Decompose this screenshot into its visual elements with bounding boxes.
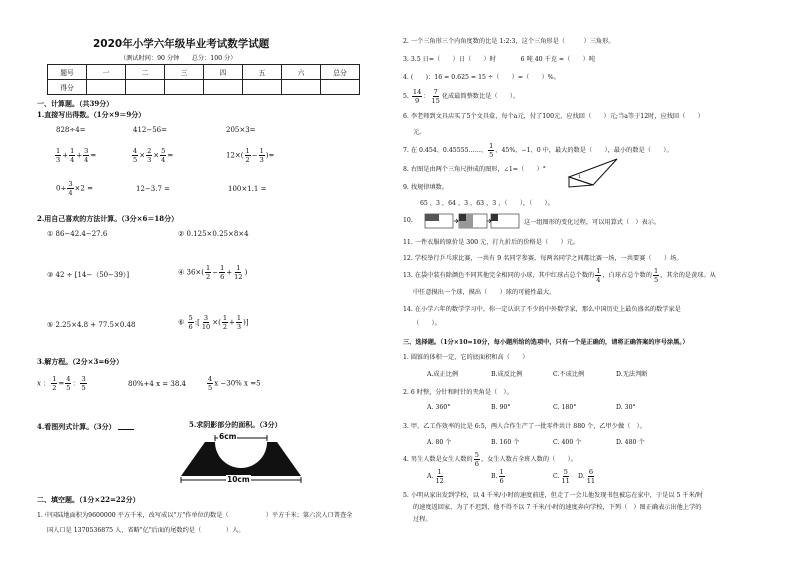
q2-item: ⑥ $\frac{5}{6}$ :[ $\frac{3}{10}$ ×( $\frac{1}{2}$ + $\frac{1}{3}$ )] [178,314,249,331]
svg-text:1: 1 [578,174,582,180]
q1-fraction-item: $\frac{1}{3}$ + $\frac{1}{4}$ + $\frac{3}{4}$ = [56,147,97,164]
choice-question-5-cont: 过程。 [413,516,432,523]
score-cell[interactable] [282,80,321,95]
fill-question-4: 4. ( )：16 = 0.625 = 15 ÷（ ）=（ ）%。 [403,74,560,81]
fill-question-13: 13. 在袋中装有除颜色不同其他完全相同的小球，其中红球占总个数的 $\frac{1}{4}$ ，白球占总个数的 $\frac{1}{5}$ ，其余的是黄球。从 [403,267,716,284]
fill-question-12: 12. 学校举行乒乓球比赛，一共有 9 名同学参赛，每两名同学之间都比赛一场，一共要赛（ ）场。 [403,255,683,262]
fill-question-14-cont: （ ）。 [413,320,441,327]
score-header-cell: 三 [165,65,204,80]
fill-question-10: 10. [403,217,413,224]
q1-fraction-item: 12×( $\frac{1}{2}$ − $\frac{1}{3}$ )= [226,147,275,164]
score-value-row [48,80,360,95]
choice-question-5: 5. 小明从家出发到学校，以 4 千米/小时的速度前进，但走了一会儿他发现书包被忘在家中，于是以 5 千米/时 [403,492,704,499]
fill-question-13-cont: 中任意摸出一个球，摸出（ ）球的可能性最大。 [413,289,556,296]
fill-question-6-cont: 元。 [413,129,426,136]
fill-question-9: 9. 找规律填数。 [403,184,448,191]
choice-option[interactable]: D. $\frac{6}{11}$ [578,468,596,485]
score-cell[interactable] [165,80,204,95]
fill-question-2: 2. 一个三角形三个内角度数的比是 1:2:3，这个三角形是（ ）三角形。 [403,38,615,45]
fill-question-1: 1. 中国陆地面积为9600000 平方千米，改写成以"万"作单位的数是（ ）平方千米；第六次人口普查全 [37,512,353,519]
fill-question-1-cont: 国人口是 1370536875 人，省略"亿"后面的尾数约是（ ）人。 [47,527,245,534]
choice-option[interactable]: A. $\frac{1}{12}$ [427,468,444,485]
q2-item: ④ 36×( $\frac{1}{2}$ − $\frac{1}{6}$ + $\frac{1}{12}$ ) [178,264,248,281]
q1-item: 828÷4= [56,126,86,134]
fill-question-6: 6. 李老师到文具店买了5个文具盒，每个a元，付了100元，应找回（ ）元;当a等于12时，应找回（ ） [403,113,704,120]
q2-item: ⑤ 2.25×4.8 + 77.5×0.48 [47,321,136,329]
set-square-figure [565,155,625,193]
fill-question-5: 5. $\frac{14}{9}$ ： $\frac{7}{15}$ 化成最简整数比是（ ）。 [403,88,520,105]
fraction-grid-figure [424,212,520,230]
choice-option[interactable]: D. 30° [616,404,636,411]
choice-question-3: 3. 甲、乙工作效率的比是 6:5，两人合作生产了一批零件共计 880 个，乙甲少做（ ）。 [403,423,646,430]
number-sequence: 65 ，3 ，64 ，3 ，63 ，3 ，（ ），（ ）。 [420,200,554,207]
q1-item: 12−3.7 = [136,185,170,193]
fill-question-8: 8. 右图是由两个三角尺拼成的图形，∠1=（ ）° [403,166,546,173]
choice-option[interactable]: B.成反比例 [491,371,523,378]
choice-option[interactable]: C. 180° [553,404,577,411]
score-cell[interactable] [87,80,126,95]
q1-fraction-item: $\frac{4}{5}$ × $\frac{2}{3}$ × $\frac{5}{4}$ = [133,147,174,164]
choice-option[interactable]: B. 160 个 [491,439,520,446]
score-row-label: 得分 [48,80,87,95]
score-header-cell: 总分 [321,65,360,80]
label-10cm: 10cm [227,475,250,484]
score-header-cell: 六 [282,65,321,80]
q2-item: ② 0.125×0.25×8×4 [178,230,249,238]
choice-option[interactable]: B. 90° [491,404,511,411]
q2-title: 2.用自己喜欢的方法计算。（3分×6＝18分） [37,214,179,223]
score-header-cell: 四 [204,65,243,80]
fill-question-7: 7. 在 0.454、0.45555……、 $\frac{1}{5}$ 、45%、−1、0 中，最大的数是（ ），最小的数是（ ）。 [403,142,673,159]
q1-item: 205×3= [226,126,256,134]
choice-option[interactable]: C.不成比例 [553,371,585,378]
score-cell[interactable] [243,80,282,95]
section-2-heading: 二、填空题。（1分×22=22分） [37,495,140,504]
section-3-heading: 三、选择题。（1分×10=10分，每小题所给的选项中，只有一个是正确的，请将正确答案的序号涂黑。） [403,339,689,346]
score-cell[interactable] [204,80,243,95]
q3-title: 3.解方程。（2分×3=6分） [37,357,124,366]
q2-item: ③ 42 ÷ [14−（50−39）] [47,271,130,279]
q2-item: ① 86−42.4−27.6 [47,230,108,238]
score-header-cell: 一 [87,65,126,80]
choice-question-5-cont: 的速度返回家，为了不迟到，他不得不以 7 千米/小时的速度奔向学校，下列（ ）图正确表示出他上学的 [413,504,702,511]
fill-question-3: 3. 3.5 日=（ ）日（ ）时 6 吨 40 千克 =（ ）吨 [403,56,596,63]
choice-option[interactable]: B. $\frac{1}{6}$ [491,468,504,485]
q1-item: 100×1.1 = [228,185,267,193]
q1-title: 1.直接写出得数。（1分×9＝9分） [37,110,146,119]
label-6cm: 6cm [219,432,237,441]
choice-option[interactable]: C. 400 个 [553,439,582,446]
q4-answer-line[interactable] [118,429,134,430]
fill-question-10-text: 这一组图形的变化过程，可以用算式（ ）表示。 [524,219,661,226]
q1-item: 412−56= [133,126,167,134]
test-info: （测试时间：90 分钟 总分：100 分） [120,55,237,62]
score-header-cell: 五 [243,65,282,80]
choice-option[interactable]: A. 80 个 [427,439,452,446]
page-title: 2020年小学六年级毕业考试数学试题 [93,38,270,50]
choice-option[interactable]: A.成正比例 [427,371,459,378]
choice-option[interactable]: C. $\frac{5}{11}$ [553,468,570,485]
fill-question-14: 14. 在小学六年的数学学习中，你一定认识了不少的中外数学家，那么中国历史上最负盛名的数学家是 [403,306,681,313]
q5-title: 5.求阴影部分的面积。（3分） [189,420,282,429]
choice-option[interactable]: D. 480 个 [616,439,645,446]
choice-question-1: 1. 圆锥的体积一定，它的底面积和高（ ） [403,354,529,361]
q1-item: 0÷ $\frac{3}{4}$ ×2 = [56,180,93,197]
fill-question-11: 11. 一件衣服的原价是 300 元，打九折后的价格是（ ）元。 [403,239,580,246]
score-header-cell: 二 [126,65,165,80]
choice-option[interactable]: A. 360° [427,404,451,411]
score-header-row [48,65,360,80]
score-header-cell: 题号 [48,65,87,80]
section-1-heading: 一、计算题。（共39分） [37,99,114,108]
q4-title: 4.看图列式计算。（3分） [37,422,116,431]
score-cell[interactable] [126,80,165,95]
score-cell[interactable] [321,80,360,95]
choice-question-4: 4. 男生人数是女生人数的 $\frac{5}{6}$ ，女生人数占全班人数的（ ）。 [403,451,577,468]
equation-3: $\frac{4}{5}$ x −30% x =5 [208,375,261,392]
equation-2: 80%+4 x = 38.4 [128,380,186,388]
choice-option[interactable]: D.无法判断 [616,371,648,378]
equation-1: x ： $\frac{1}{2}$ = $\frac{4}{5}$ ： $\frac{3}{5}$ [37,375,86,392]
score-table [47,64,360,95]
choice-question-2: 2. 6 时整，分针和时针的夹角是（ ）。 [403,389,513,396]
